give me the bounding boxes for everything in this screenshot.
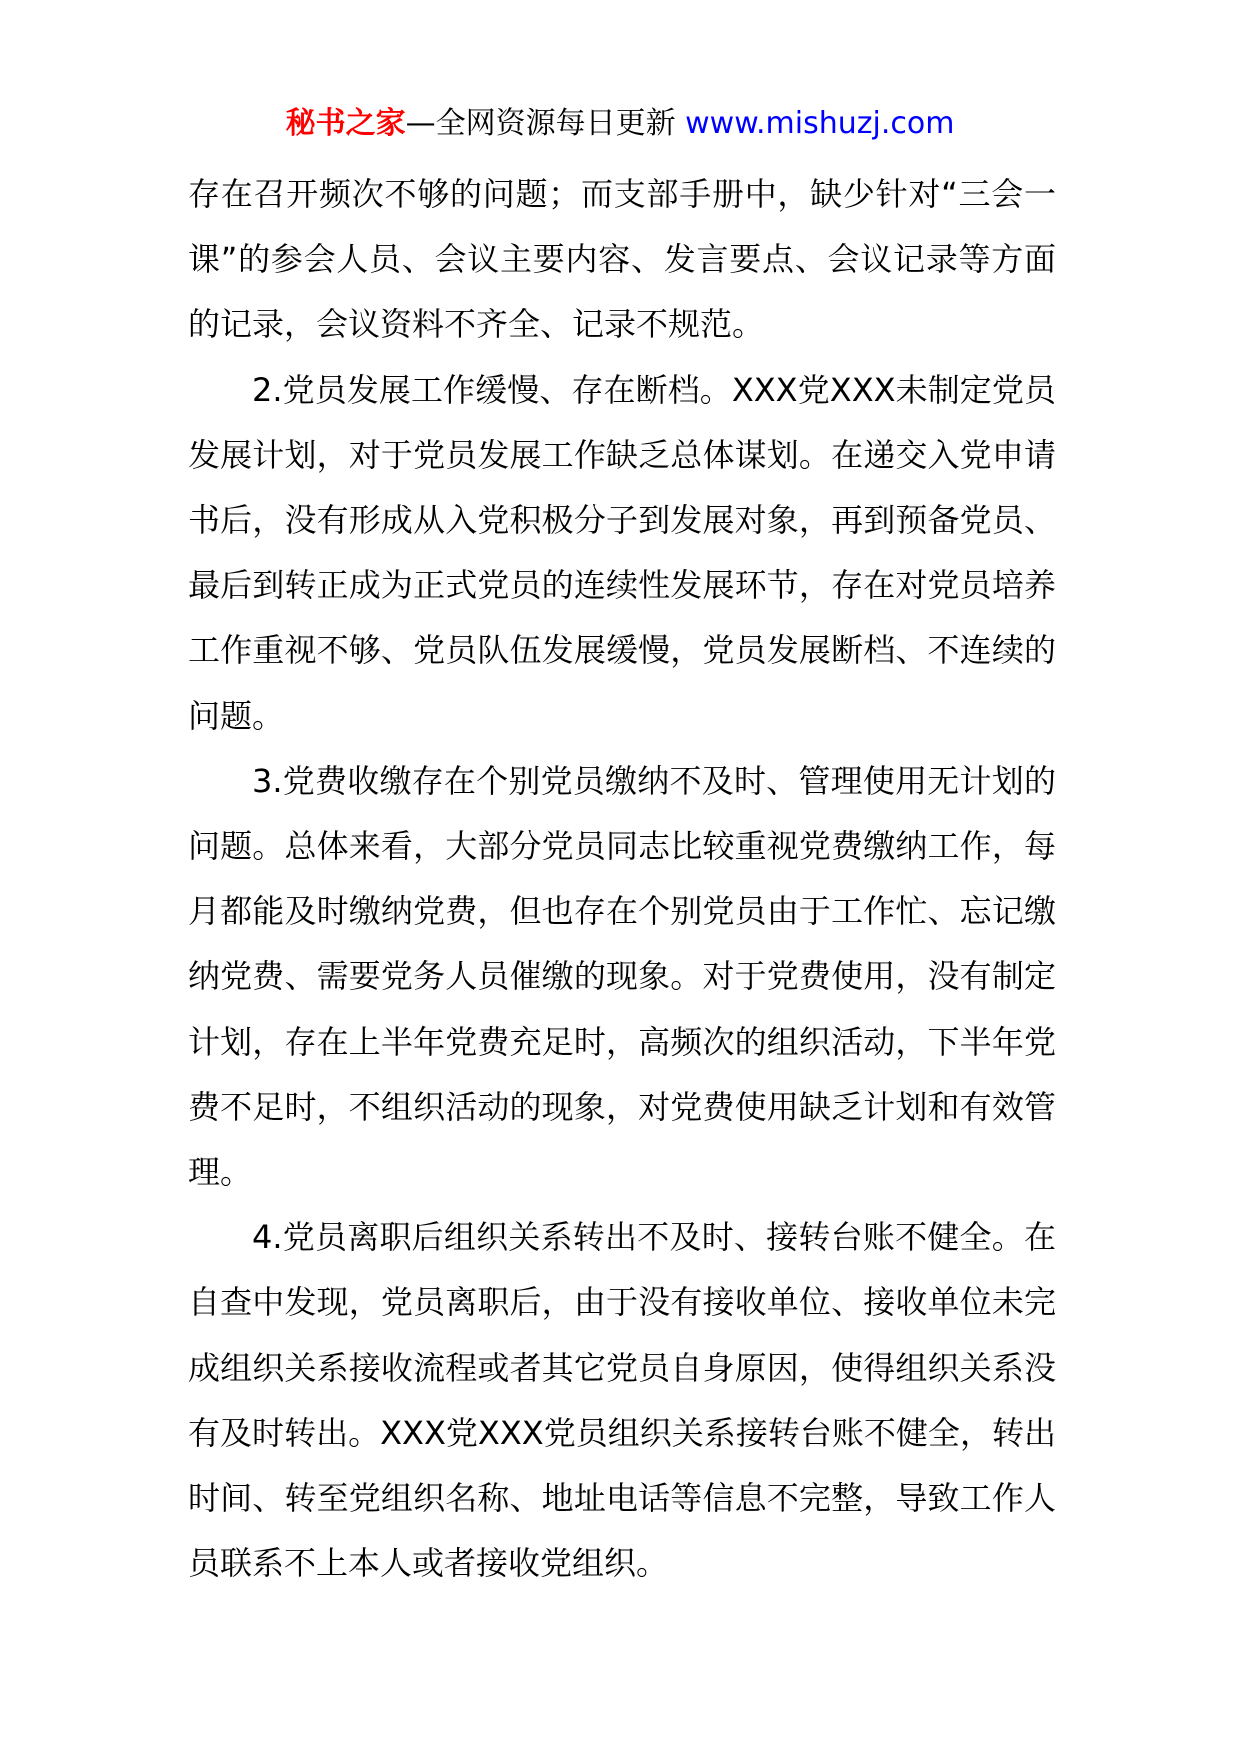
document-body <box>188 162 1056 1596</box>
paragraph-item-4: 4.党员离职后组织关系转出不及时、接转台账不健全。在自查中发现，党员离职后，由于没有接收单位、接收单位未完成组织关系接收流程或者其它党员自身原因，使得组织关系没有及时转出。XXX党XXX党员组织关系接转台账不健全，转出时间、转至党组织名称、地址电话等信息不完整，导致工作人员联系不上本人或者接收党组织。 <box>188 1218 1056 1583</box>
site-url-link[interactable]: www.mishuzj.com <box>685 106 955 141</box>
brand-name: 秘书之家 <box>285 106 406 141</box>
header-tagline: —全网资源每日更新 <box>405 106 686 141</box>
paragraph-item-2: 2.党员发展工作缓慢、存在断档。XXX党XXX未制定党员发展计划，对于党员发展工作缺乏总体谋划。在递交入党申请书后，没有形成从入党积极分子到发展对象，再到预备党员、最后到转正成为正式党员的连续性发展环节，存在对党员培养工作重视不够、党员队伍发展缓慢，党员发展断档、不连续的问题。 <box>188 370 1056 735</box>
page-header <box>0 100 1240 148</box>
paragraph-continuation: 存在召开频次不够的问题；而支部手册中，缺少针对“三会一课”的参会人员、会议主要内容、发言要点、会议记录等方面的记录，会议资料不齐全、记录不规范。 <box>188 175 1056 344</box>
paragraph-item-3: 3.党费收缴存在个别党员缴纳不及时、管理使用无计划的问题。总体来看，大部分党员同志比较重视党费缴纳工作，每月都能及时缴纳党费，但也存在个别党员由于工作忙、忘记缴纳党费、需要党务人员催缴的现象。对于党费使用，没有制定计划，存在上半年党费充足时，高频次的组织活动，下半年党费不足时，不组织活动的现象，对党费使用缺乏计划和有效管理。 <box>188 761 1056 1192</box>
